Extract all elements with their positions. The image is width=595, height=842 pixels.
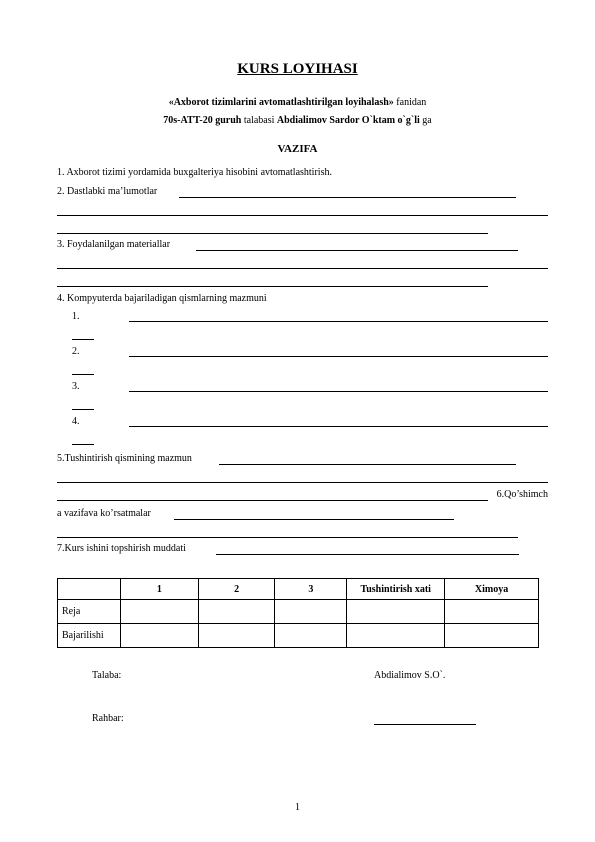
table-header-cell: Ximoya [445, 579, 539, 600]
fill-line [72, 374, 94, 375]
table-header-cell: 3 [275, 579, 347, 600]
table-cell[interactable] [347, 600, 445, 624]
table-cell[interactable] [120, 600, 198, 624]
task-item-3: 3. Foydalanilgan materiallar [57, 239, 171, 250]
fill-line [57, 215, 548, 216]
task-item-2: 2. Dastlabki ma’lumotlar [57, 186, 158, 197]
table-cell[interactable] [275, 624, 347, 648]
document-title: KURS LOYIHASI [237, 61, 358, 77]
task-item-1: 1. Axborot tizimi yordamida buxgalteriya hisobini avtomatlashtirish. [57, 167, 332, 178]
table-cell[interactable] [120, 624, 198, 648]
table-cell[interactable] [347, 624, 445, 648]
student-connector: talabasi [241, 115, 277, 126]
table-header-cell: 2 [198, 579, 275, 600]
row-label: Bajarilishi [58, 624, 121, 648]
sub-item-number: 4. [72, 416, 80, 427]
fill-line [72, 444, 94, 445]
fill-line [72, 409, 94, 410]
table-row [58, 600, 539, 624]
table-header-cell [58, 579, 121, 600]
table-cell[interactable] [198, 600, 275, 624]
task-item-4: 4. Kompyuterda bajariladigan qismlarning mazmuni [57, 293, 267, 304]
subject-line [0, 97, 595, 109]
fill-line [72, 339, 94, 340]
schedule-table [57, 578, 539, 648]
fill-line [57, 286, 488, 287]
fill-line [129, 321, 548, 322]
table-header-cell: 1 [120, 579, 198, 600]
fill-line [174, 519, 454, 520]
subject-suffix: fanidan [393, 97, 427, 108]
fill-line [57, 537, 518, 538]
fill-line [57, 500, 488, 501]
row-label: Reja [58, 600, 121, 624]
table-row [58, 624, 539, 648]
supervisor-signature-line [374, 724, 476, 725]
sub-item-number: 1. [72, 311, 80, 322]
fill-line [57, 233, 488, 234]
table-cell[interactable] [445, 600, 539, 624]
table-header-cell: Tushintirish xati [347, 579, 445, 600]
student-signature-name: Abdialimov S.O`. [374, 670, 446, 681]
fill-line [129, 426, 548, 427]
task-item-6: a vazifava ko’rsatmalar [57, 508, 151, 519]
table-cell[interactable] [445, 624, 539, 648]
group-name: 70s-ATT-20 guruh [163, 115, 242, 126]
sub-item-number: 2. [72, 346, 80, 357]
fill-line [219, 464, 516, 465]
task-item-7: 7.Kurs ishini topshirish muddati [57, 543, 186, 554]
fill-line [216, 554, 519, 555]
table-cell[interactable] [198, 624, 275, 648]
sub-item-number: 3. [72, 381, 80, 392]
task-item-6-start: 6.Qo’shimch [496, 489, 548, 500]
task-item-5: 5.Tushintirish qismining mazmun [57, 453, 192, 464]
fill-line [129, 356, 548, 357]
student-suffix: ga [419, 115, 432, 126]
subject-name: «Axborot tizimlarini avtomatlashtirilgan loyihalash» [168, 97, 394, 108]
fill-line [196, 250, 518, 251]
page-number: 1 [295, 802, 300, 813]
student-line [0, 115, 595, 127]
fill-line [179, 197, 516, 198]
table-cell[interactable] [275, 600, 347, 624]
fill-line [129, 391, 548, 392]
student-label: Talaba: [92, 670, 122, 681]
fill-line [57, 482, 548, 483]
fill-line [57, 268, 548, 269]
student-name: Abdialimov Sardor O`ktam o`g`li [276, 115, 420, 126]
table-header-row [58, 579, 539, 600]
supervisor-label: Rahbar: [92, 713, 124, 724]
task-heading: VAZIFA [277, 143, 318, 155]
